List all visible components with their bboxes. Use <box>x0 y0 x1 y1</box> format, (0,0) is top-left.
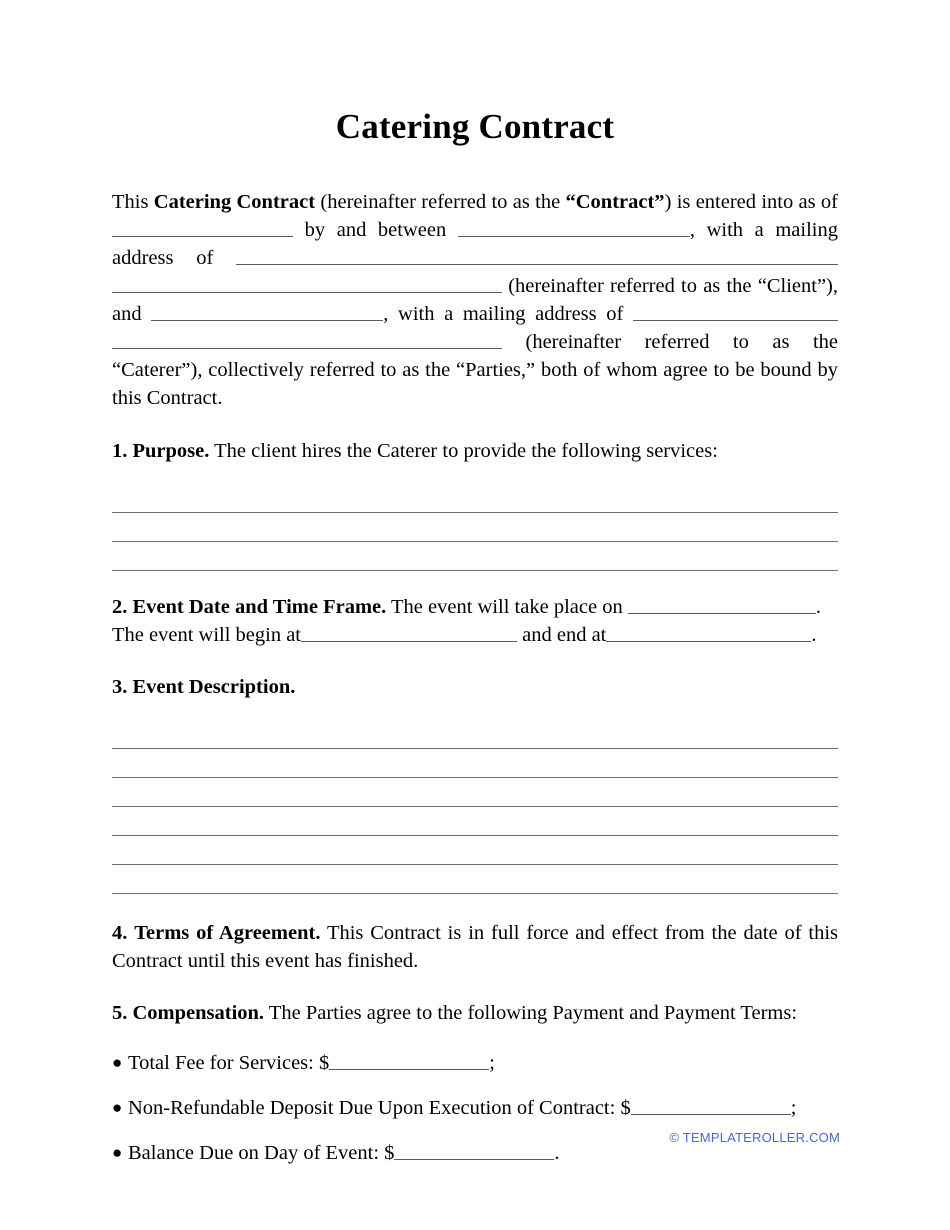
intro-text-3: ) is entered into as of <box>664 190 839 213</box>
payment-term-suffix: ; <box>489 1051 495 1074</box>
section-4-terms-of-agreement <box>112 919 838 975</box>
section-1-number: 1. <box>112 439 128 462</box>
intro-text-7: , with a mailing address of <box>383 302 633 325</box>
section-1-write-lines <box>112 484 838 571</box>
intro-text-1: This <box>112 190 154 213</box>
section-1-body: The client hires the Caterer to provide the following services: <box>214 439 718 462</box>
payment-term-label: Balance Due on Day of Event: $ <box>128 1141 395 1164</box>
blank-caterer-address-line1[interactable] <box>633 303 838 321</box>
section-2-time-line <box>112 621 838 649</box>
section-3-number: 3. <box>112 675 128 698</box>
bullet-icon: ● <box>112 1097 123 1117</box>
blank-client-address-line2[interactable] <box>112 275 502 293</box>
blank-agreement-date[interactable] <box>112 219 293 237</box>
section-3-heading: Event Description. <box>132 675 296 698</box>
bullet-icon: ● <box>112 1052 123 1072</box>
payment-term-label: Non-Refundable Deposit Due Upon Execution of Contract: $ <box>128 1096 631 1119</box>
list-item <box>112 1049 838 1077</box>
blank-client-address-line1[interactable] <box>236 247 838 265</box>
intro-text-8: (hereinafter referred to as the “Caterer”), collectively referred to as the “Parties,” both of whom agree to be bound by this Contract. <box>112 330 838 409</box>
section-3-event-description <box>112 673 838 701</box>
section-4-body: This Contract is in full force and effect from the date of this Contract until this event has finished. <box>112 921 838 972</box>
payment-term-suffix: ; <box>790 1096 797 1119</box>
intro-paragraph <box>112 188 838 412</box>
rule-line[interactable] <box>112 836 838 865</box>
rule-line[interactable] <box>112 749 838 778</box>
rule-line[interactable] <box>112 484 838 513</box>
bullet-icon: ● <box>112 1142 123 1162</box>
section-1-purpose <box>112 437 838 465</box>
intro-text-5: , with a mailing address of <box>112 218 838 269</box>
section-1-heading: Purpose. <box>132 439 210 462</box>
rule-line[interactable] <box>112 542 838 571</box>
section-5-compensation <box>112 999 838 1027</box>
section-2-event-date <box>112 593 838 621</box>
payment-terms-list <box>112 1049 838 1167</box>
blank-event-end-time[interactable] <box>606 624 811 642</box>
intro-text-4: by and between <box>293 218 458 241</box>
rule-line[interactable] <box>112 865 838 894</box>
blank-total-fee[interactable] <box>329 1052 489 1070</box>
section-2-number: 2. <box>112 595 128 618</box>
intro-bold-term: Catering Contract <box>153 190 316 213</box>
payment-term-label: Total Fee for Services: $ <box>128 1051 330 1074</box>
section-2-body-before: The event will take place on <box>391 595 628 618</box>
section-2-line2-b: and end at <box>517 623 607 646</box>
section-4-number: 4. <box>112 921 128 944</box>
section-2-line2-c: . <box>811 623 817 646</box>
section-3-write-lines <box>112 720 838 894</box>
payment-term-suffix: . <box>554 1141 560 1164</box>
blank-event-start-time[interactable] <box>301 624 517 642</box>
intro-text-6: (hereinafter referred to as the “Client”), and <box>112 274 838 325</box>
templateroller-watermark[interactable]: © TEMPLATEROLLER.COM <box>669 1130 840 1145</box>
section-2-body-after: . <box>815 595 821 618</box>
section-2-heading: Event Date and Time Frame. <box>132 595 387 618</box>
blank-client-name[interactable] <box>458 219 690 237</box>
rule-line[interactable] <box>112 513 838 542</box>
intro-quoted-contract: “Contract” <box>565 190 665 213</box>
blank-caterer-address-line2[interactable] <box>112 331 502 349</box>
page-title: Catering Contract <box>335 107 615 146</box>
section-2-line2-a: The event will begin at <box>112 623 301 646</box>
blank-event-date[interactable] <box>628 596 816 614</box>
blank-caterer-name[interactable] <box>151 303 383 321</box>
section-5-heading: Compensation. <box>132 1001 265 1024</box>
section-5-body: The Parties agree to the following Payment and Payment Terms: <box>268 1001 798 1024</box>
section-4-heading: Terms of Agreement. <box>134 921 321 944</box>
blank-balance-due[interactable] <box>394 1142 554 1160</box>
section-5-number: 5. <box>112 1001 128 1024</box>
list-item <box>112 1094 838 1122</box>
blank-deposit-amount[interactable] <box>631 1097 791 1115</box>
rule-line[interactable] <box>112 720 838 749</box>
document-body <box>112 0 838 1167</box>
rule-line[interactable] <box>112 778 838 807</box>
rule-line[interactable] <box>112 807 838 836</box>
intro-text-2: (hereinafter referred to as the <box>315 190 566 213</box>
